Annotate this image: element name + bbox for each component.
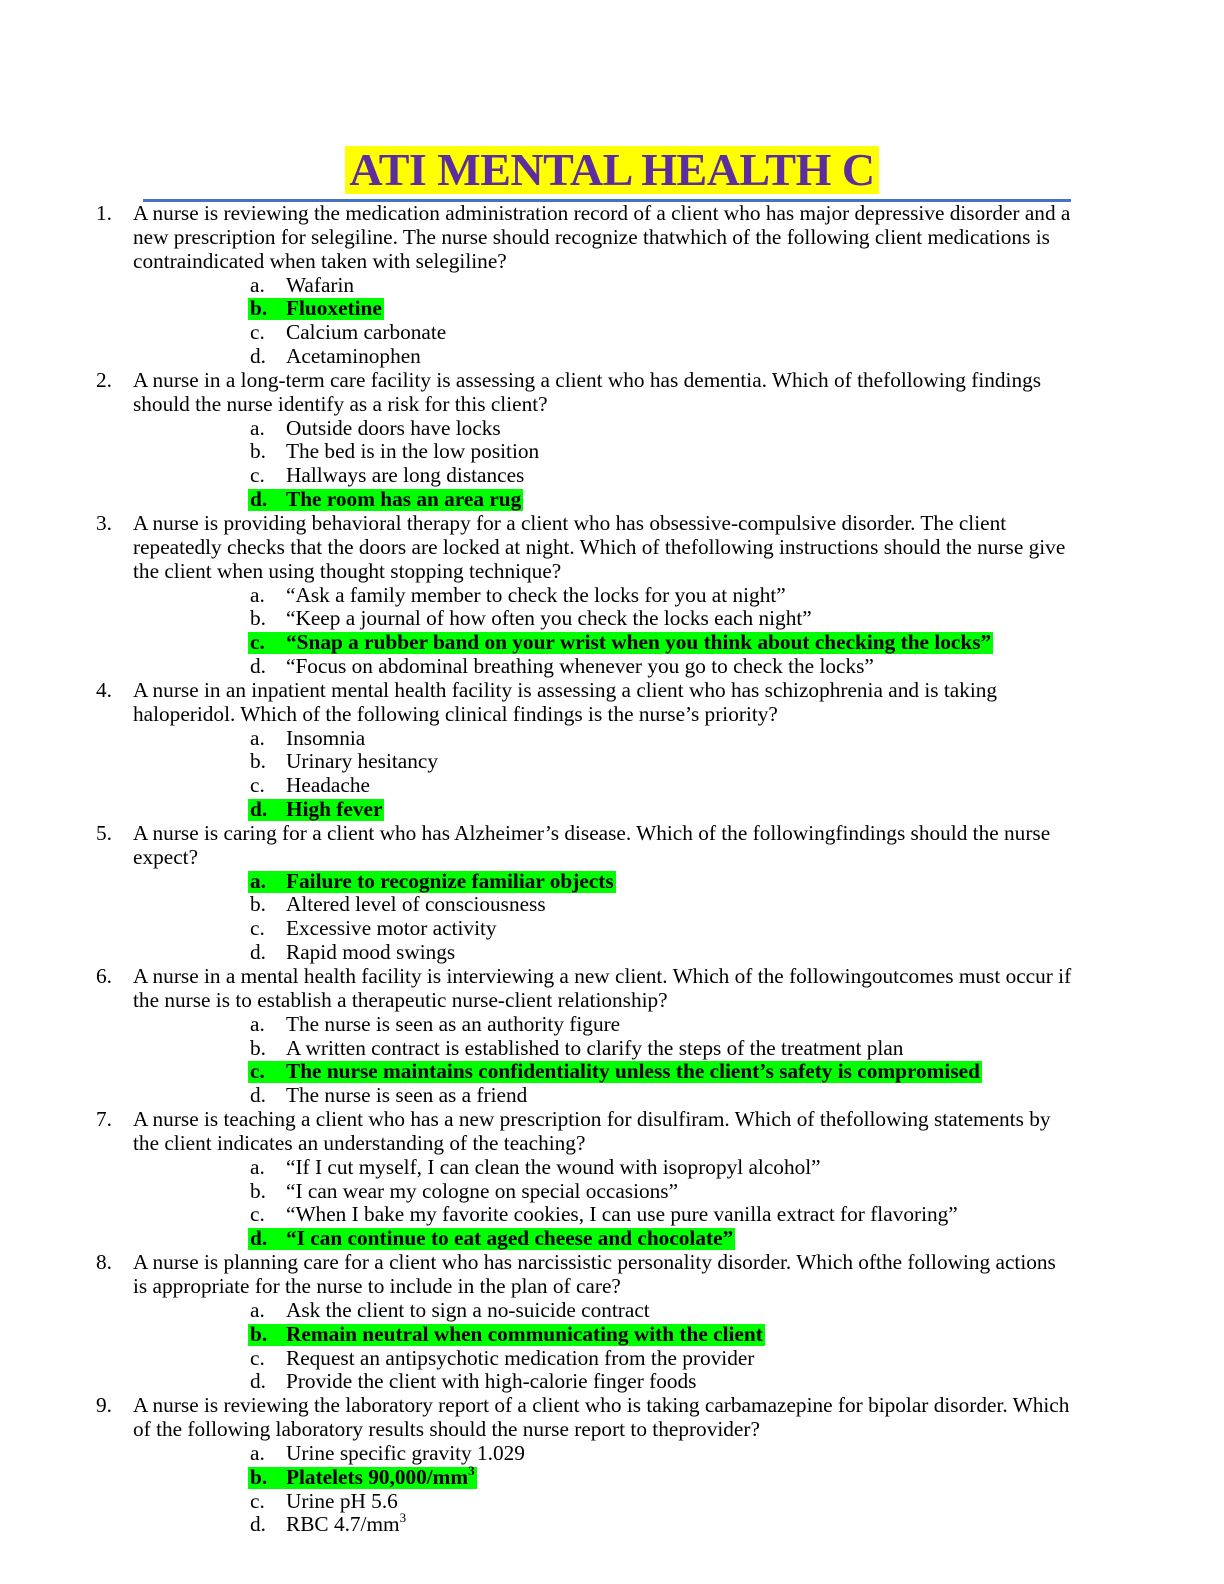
option-letter: c. [250, 463, 265, 488]
option-letter: d. [250, 940, 266, 965]
option-letter: a. [250, 582, 265, 607]
option-text: Acetaminophen [286, 344, 421, 369]
answer-option-correct [0, 870, 1224, 894]
answer-option [0, 941, 1224, 965]
option-text-wrap [286, 1442, 525, 1466]
option-text-wrap [286, 1180, 678, 1204]
question-stem: A nurse is reviewing the medication administration record of a client who has major depressive disorder and a new prescription for selegiline. The nurse should recognize thatwhich of the following client medications is contraindicated when taken with selegiline? [133, 201, 1071, 273]
answer-option [0, 1299, 1224, 1323]
option-text: “If I cut myself, I can clean the wound with isopropyl alcohol” [286, 1154, 821, 1179]
option-text-wrap [286, 321, 446, 345]
option-text: Platelets 90,000/mm [286, 1464, 469, 1489]
answer-option [0, 655, 1224, 679]
option-letter: d. [250, 797, 268, 822]
answer-option-correct [0, 631, 1224, 655]
option-letter: b. [250, 296, 268, 321]
question-number: 5. [96, 820, 112, 845]
option-text: Hallways are long distances [286, 463, 525, 488]
option-text: Wafarin [286, 272, 355, 297]
option-letter: d. [250, 1226, 268, 1251]
option-text-wrap [286, 1227, 733, 1251]
answer-option [0, 917, 1224, 941]
question-stem: A nurse is planning care for a client who has narcissistic personality disorder. Which ofthe following actions is appropriate for the nurse to include in the plan of care? [133, 1250, 1056, 1298]
option-text-wrap [286, 1156, 821, 1180]
question-item [0, 679, 1224, 822]
option-text: The nurse is seen as an authority figure [286, 1011, 621, 1036]
option-letter: c. [250, 1345, 265, 1370]
option-text-wrap [286, 1510, 407, 1537]
option-text-wrap [286, 631, 991, 655]
option-text: RBC 4.7/mm [286, 1512, 400, 1537]
option-letter: a. [250, 1154, 265, 1179]
question-number: 2. [96, 367, 112, 392]
option-text: “I can continue to eat aged cheese and chocolate” [286, 1226, 734, 1251]
option-letter: c. [250, 1488, 265, 1513]
option-text-wrap [286, 440, 539, 464]
answer-option [0, 321, 1224, 345]
option-letter: b. [250, 1464, 268, 1489]
question-item [0, 512, 1224, 679]
option-text-wrap [286, 274, 354, 298]
answer-option [0, 274, 1224, 298]
option-text-wrap [286, 870, 614, 894]
option-text-wrap [286, 893, 546, 917]
option-letter: b. [250, 606, 266, 631]
answer-option [0, 1490, 1224, 1514]
question-item [0, 202, 1224, 369]
option-text: Failure to recognize familiar objects [286, 868, 614, 893]
option-letter: c. [250, 630, 265, 655]
option-superscript: 3 [468, 1462, 475, 1478]
option-text-wrap [286, 727, 365, 751]
option-text: The room has an area rug [286, 487, 522, 512]
option-letter: d. [250, 1369, 266, 1394]
answer-option [0, 1203, 1224, 1227]
option-text-wrap [286, 1084, 527, 1108]
answer-option-correct [0, 1227, 1224, 1251]
option-text: “Keep a journal of how often you check the locks each night” [286, 606, 812, 631]
option-letter: b. [250, 1178, 266, 1203]
answer-option [0, 1180, 1224, 1204]
question-number: 4. [96, 677, 112, 702]
option-text-wrap [286, 1347, 754, 1371]
question-stem: A nurse is teaching a client who has a new prescription for disulfiram. Which of thefollowing statements by the client indicates an understanding of the teaching? [133, 1107, 1051, 1155]
option-text: Ask the client to sign a no-suicide contract [286, 1297, 650, 1322]
option-letter: c. [250, 320, 265, 345]
option-letter: a. [250, 1297, 265, 1322]
option-text: Outside doors have locks [286, 415, 501, 440]
option-text-wrap [286, 941, 455, 965]
option-text-wrap [286, 1490, 398, 1514]
answer-option [0, 584, 1224, 608]
option-text-wrap [286, 464, 524, 488]
option-text-wrap [286, 655, 874, 679]
answer-option [0, 1013, 1224, 1037]
answer-option [0, 1156, 1224, 1180]
option-text: “Focus on abdominal breathing whenever you go to check the locks” [286, 654, 874, 679]
option-text: Calcium carbonate [286, 320, 447, 345]
option-letter: a. [250, 725, 265, 750]
question-item [0, 965, 1224, 1108]
answer-option [0, 1370, 1224, 1394]
option-text-wrap [286, 798, 382, 822]
option-superscript: 3 [399, 1510, 407, 1526]
option-text: The bed is in the low position [286, 439, 540, 464]
answer-option [0, 750, 1224, 774]
option-text-wrap [286, 1203, 958, 1227]
option-text: The nurse maintains confidentiality unless the client’s safety is compromised [286, 1059, 980, 1084]
option-text: Urinary hesitancy [286, 749, 438, 774]
option-letter: d. [250, 344, 266, 369]
answer-option [0, 607, 1224, 631]
question-item [0, 1251, 1224, 1394]
option-letter: b. [250, 439, 266, 464]
option-letter: c. [250, 916, 265, 941]
answer-option [0, 1510, 1224, 1537]
answer-option [0, 1084, 1224, 1108]
option-text: High fever [286, 797, 383, 822]
answer-option [0, 464, 1224, 488]
option-text: “Snap a rubber band on your wrist when you think about checking the locks” [286, 630, 992, 655]
option-letter: c. [250, 1202, 265, 1227]
answer-option [0, 727, 1224, 751]
option-text-wrap [286, 1462, 475, 1490]
option-text-wrap [286, 750, 438, 774]
document-title: ATI MENTAL HEALTH C [345, 146, 878, 194]
answer-option [0, 1037, 1224, 1061]
option-text-wrap [286, 1299, 650, 1323]
question-stem: A nurse in a mental health facility is interviewing a new client. Which of the followingoutcomes must occur if the nurse is to establish a therapeutic nurse-client relationship? [133, 964, 1072, 1012]
option-text: Request an antipsychotic medication from the provider [286, 1345, 755, 1370]
option-letter: d. [250, 1512, 266, 1537]
option-text: Urine pH 5.6 [286, 1488, 398, 1513]
option-letter: b. [250, 892, 266, 917]
answer-option [0, 440, 1224, 464]
question-stem: A nurse in a long-term care facility is assessing a client who has dementia. Which of thefollowing findings should the nurse identify as a risk for this client? [133, 367, 1042, 416]
option-letter: a. [250, 272, 265, 297]
question-number: 8. [96, 1250, 112, 1275]
option-text-wrap [286, 774, 370, 798]
option-text: “I can wear my cologne on special occasions” [286, 1178, 679, 1203]
question-stem: A nurse is reviewing the laboratory report of a client who is taking carbamazepine for bipolar disorder. Which of the following laboratory results should the nurse report to theprovider? [133, 1393, 1070, 1442]
question-number: 3. [96, 510, 112, 535]
option-text: The nurse is seen as a friend [286, 1083, 528, 1108]
answer-option-correct [0, 488, 1224, 512]
option-letter: a. [250, 868, 266, 893]
option-text-wrap [286, 1037, 903, 1061]
option-text-wrap [286, 1323, 763, 1347]
option-letter: d. [250, 1083, 266, 1108]
answer-option [0, 893, 1224, 917]
option-text-wrap [286, 1060, 980, 1084]
option-letter: b. [250, 749, 266, 774]
question-list [0, 202, 1224, 1537]
question-stem: A nurse is providing behavioral therapy for a client who has obsessive-compulsive disorder. The client repeatedly checks that the doors are locked at night. Which of thefollowing instructions should the nurse give the client when using thought stopping technique? [133, 510, 1066, 583]
option-text-wrap [286, 345, 421, 369]
option-text: Altered level of consciousness [286, 892, 546, 917]
option-text: Provide the client with high-calorie finger foods [286, 1369, 697, 1394]
answer-option [0, 1442, 1224, 1466]
option-letter: b. [250, 1035, 266, 1060]
answer-option [0, 774, 1224, 798]
answer-option [0, 417, 1224, 441]
answer-option [0, 1347, 1224, 1371]
option-letter: a. [250, 1440, 265, 1465]
question-stem: A nurse in an inpatient mental health facility is assessing a client who has schizophrenia and is taking haloperidol. Which of the following clinical findings is the nurse’s priority? [133, 677, 998, 726]
question-item [0, 1394, 1224, 1537]
option-text-wrap [286, 417, 501, 441]
option-text-wrap [286, 1370, 696, 1394]
question-stem: A nurse is caring for a client who has Alzheimer’s disease. Which of the followingfindings should the nurse expect? [133, 820, 1051, 869]
option-text: “When I bake my favorite cookies, I can use pure vanilla extract for flavoring” [286, 1202, 958, 1227]
option-text: A written contract is established to clarify the steps of the treatment plan [286, 1035, 904, 1060]
option-text: Insomnia [286, 725, 366, 750]
option-text-wrap [286, 917, 497, 941]
answer-option [0, 345, 1224, 369]
option-text: Urine specific gravity 1.029 [286, 1440, 525, 1465]
question-number: 7. [96, 1107, 112, 1132]
option-text: Rapid mood swings [286, 940, 456, 965]
option-letter: a. [250, 1011, 265, 1036]
answer-option-correct [0, 798, 1224, 822]
answer-option-correct [0, 1462, 1224, 1490]
question-number: 9. [96, 1393, 112, 1418]
option-text: Excessive motor activity [286, 916, 497, 941]
option-letter: b. [250, 1321, 268, 1346]
answer-option-correct [0, 1323, 1224, 1347]
option-text-wrap [286, 297, 382, 321]
option-text: Fluoxetine [286, 296, 382, 321]
question-item [0, 1108, 1224, 1251]
question-number: 1. [96, 201, 112, 225]
option-text: “Ask a family member to check the locks for you at night” [286, 582, 786, 607]
option-text: Headache [286, 773, 370, 798]
question-item [0, 822, 1224, 965]
option-text-wrap [286, 488, 521, 512]
option-letter: d. [250, 654, 266, 679]
question-item [0, 369, 1224, 512]
option-letter: d. [250, 487, 268, 512]
answer-option-correct [0, 1060, 1224, 1084]
option-text-wrap [286, 584, 786, 608]
option-text-wrap [286, 1013, 620, 1037]
title-area [0, 146, 1224, 194]
option-text-wrap [286, 607, 812, 631]
answer-option-correct [0, 297, 1224, 321]
option-letter: a. [250, 415, 265, 440]
option-text: Remain neutral when communicating with the client [286, 1321, 763, 1346]
option-letter: c. [250, 1059, 265, 1084]
option-letter: c. [250, 773, 265, 798]
question-number: 6. [96, 964, 112, 988]
